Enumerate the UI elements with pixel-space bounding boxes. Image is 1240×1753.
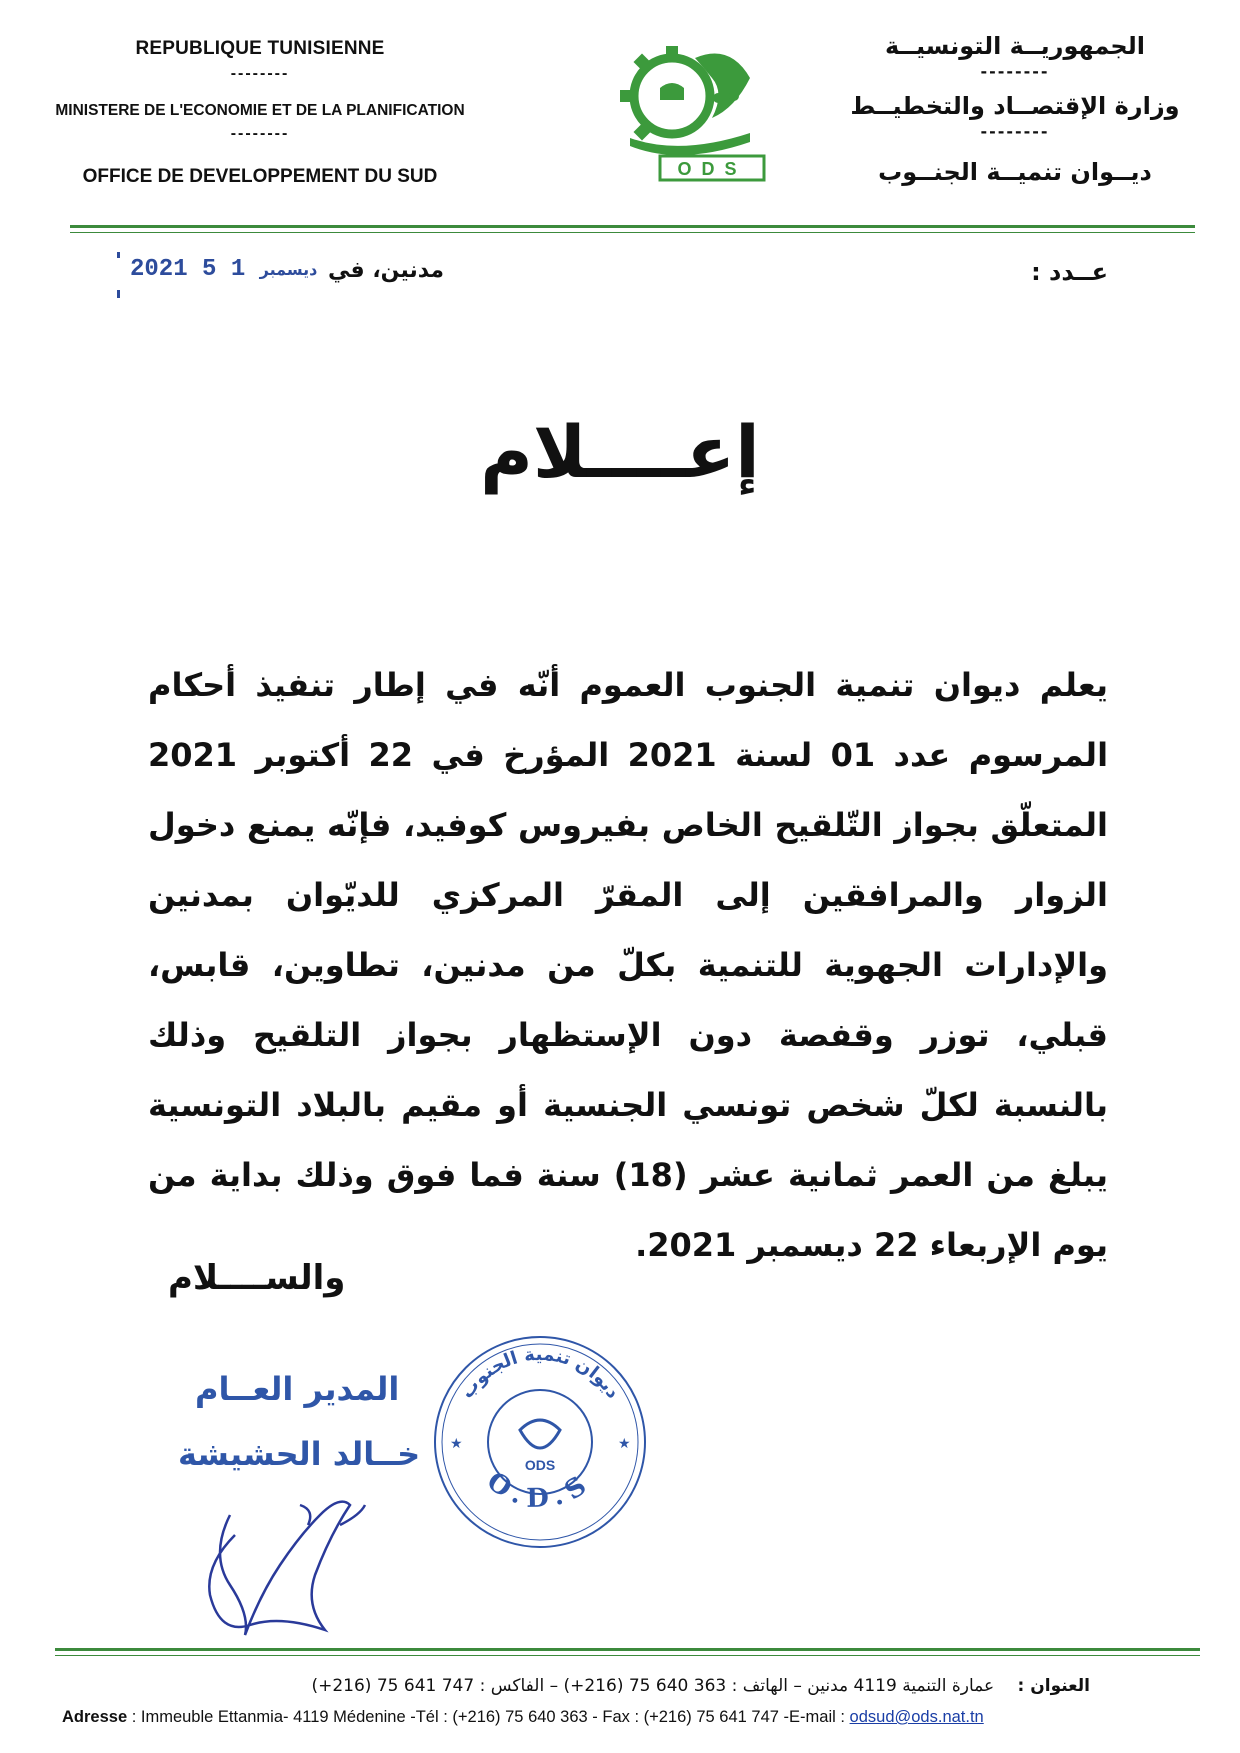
handwritten-signature <box>190 1475 410 1645</box>
seal-star: ★ <box>618 1436 631 1452</box>
seal-ring-text: ديوان تنمية الجنوب <box>456 1343 624 1403</box>
date-stamp <box>130 256 317 283</box>
header-separator: -------- <box>230 65 290 82</box>
logo-wave <box>630 133 750 155</box>
logo-dot <box>713 93 723 103</box>
reference-number-label: عــدد : <box>1031 258 1108 286</box>
signatory-name: خــالد الحشيشة <box>178 1435 421 1473</box>
ministry-name-ar: وزارة الإقتصــاد والتخطيــط <box>850 92 1180 120</box>
ods-logo <box>600 38 780 188</box>
footer-rule-thin <box>55 1655 1200 1656</box>
notice-body: يعلم ديوان تنمية الجنوب العموم أنّه في إطار تنفيذ أحكام المرسوم عدد 01 لسنة 2021 المؤرخ في 22 أكتوبر 2021 المتعلّق بجواز التّلقيح الخاص بفيروس كوفيد، فإنّه يمنع دخول الزوار والمرافقين إلى المقرّ المركزي للديّوان بمدنين والإدارات الجهوية للتنمية بكلّ من مدنين، تطاوين، قابس، قبلي، توزر وقفصة دون الإستظهار بجواز التلقيح وذلك بالنسبة لكلّ شخص تونسي الجنسية أو مقيم بالبلاد التونسية يبلغ من العمر ثمانية عشر (18) سنة فما فوق وذلك بداية من يوم الإربعاء 22 ديسمبر 2021. <box>148 666 1109 1264</box>
stamp-tick <box>117 290 120 298</box>
footer-address-text-fr: : Immeuble Ettanmia- 4119 Médenine -Tél : (+216) 75 640 363 - Fax : (+216) 75 641 747 -E-mail : <box>127 1708 850 1726</box>
notice-title: إعــــلام <box>480 410 760 494</box>
logo-gear-tooth <box>666 46 678 60</box>
date-day: 1 5 <box>202 256 246 283</box>
footer-address-label-ar: العنوان : <box>1017 1676 1090 1696</box>
header-rule-thin <box>70 232 1195 233</box>
header-arabic <box>850 28 1180 186</box>
header-rule <box>70 225 1195 228</box>
closing-salutation: والســــلام <box>168 1258 346 1298</box>
footer-rule <box>55 1648 1200 1651</box>
signatory-title: المدير العــام <box>195 1370 400 1408</box>
header-separator: -------- <box>980 62 1050 81</box>
office-name-fr: OFFICE DE DEVELOPPEMENT DU SUD <box>82 166 438 187</box>
place-label: مدنين، في <box>328 258 445 283</box>
footer-email-link[interactable]: odsud@ods.nat.tn <box>849 1708 984 1726</box>
logo-text: ODS <box>677 159 747 179</box>
ministry-name-fr: MINISTERE DE L'ECONOMIE ET DE LA PLANIFICATION <box>55 102 465 119</box>
date-year: 2021 <box>130 256 188 283</box>
header-separator: -------- <box>230 125 290 142</box>
seal-logo-mark <box>520 1420 560 1448</box>
republic-name-ar: الجمهوريــة التونسيــة <box>885 32 1145 60</box>
office-name-ar: ديــوان تنميــة الجنــوب <box>878 158 1152 186</box>
footer-address-text-ar: عمارة التنمية 4119 مدنين – الهاتف : 363 640 75 (216+) – الفاكس : 747 641 75 (216+) <box>311 1676 995 1696</box>
republic-name-fr: REPUBLIQUE TUNISIENNE <box>135 38 385 59</box>
logo-dot <box>729 91 739 101</box>
footer-address-label-fr: Adresse <box>62 1708 128 1726</box>
seal-letters: O.D.S <box>481 1466 599 1514</box>
date-month: ديسمبر <box>259 260 318 279</box>
seal-outer-ring <box>435 1337 645 1547</box>
header-french <box>40 30 480 188</box>
header-separator: -------- <box>980 122 1050 141</box>
official-seal <box>428 1330 653 1555</box>
logo-gear-tooth <box>620 90 634 102</box>
footer-address-fr <box>62 1708 984 1727</box>
seal-star: ★ <box>450 1436 463 1452</box>
footer-address-ar <box>90 1676 1090 1696</box>
seal-inner-text: ODS <box>524 1457 556 1473</box>
stamp-tick <box>117 252 120 258</box>
logo-sun <box>660 83 684 100</box>
